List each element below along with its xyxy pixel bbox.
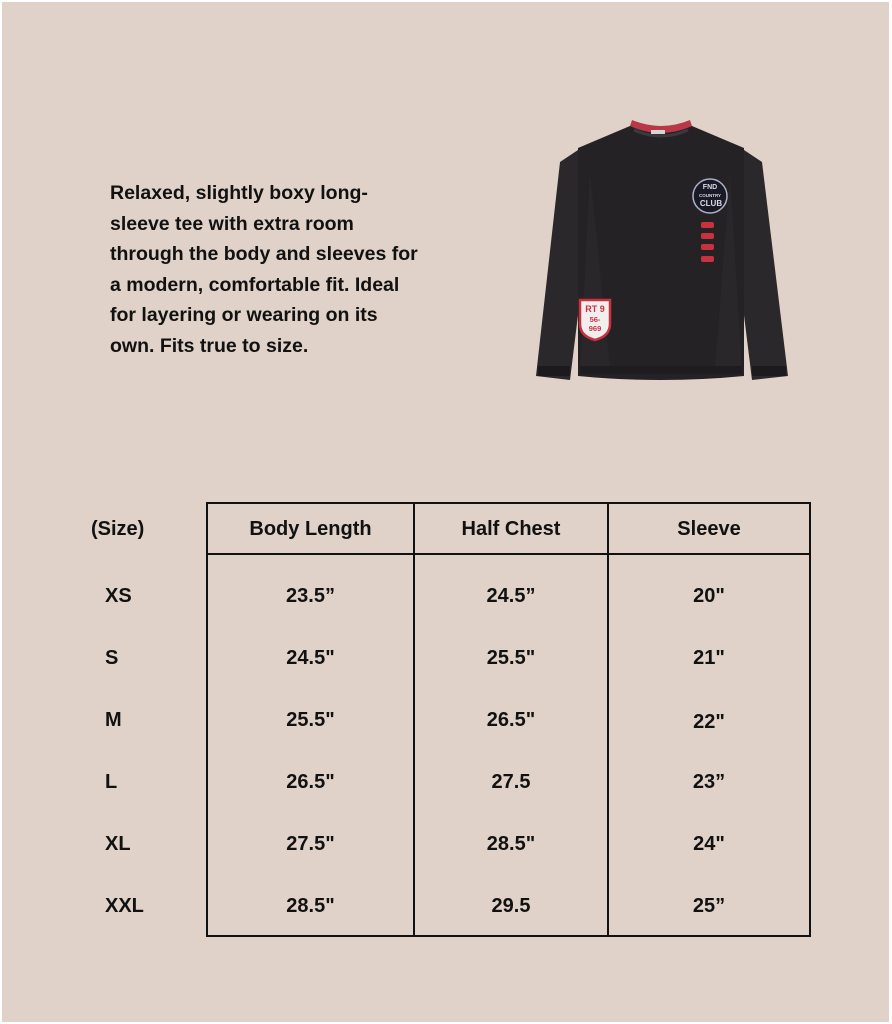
badge-line-1: FND [702, 184, 718, 191]
patch-line-2: 56- [589, 315, 601, 324]
cell-half-chest: 28.5" [486, 833, 536, 855]
size-label-l: L [105, 771, 118, 793]
patch-line-3: 969 [588, 324, 602, 333]
cell-sleeve: 22" [693, 711, 725, 733]
size-label-xxl: XXL [105, 895, 144, 917]
cell-body-length: 27.5" [286, 833, 335, 855]
shield-patch [580, 300, 610, 340]
cell-sleeve: 24" [693, 833, 725, 855]
size-column-header: (Size) [91, 518, 145, 540]
cell-body-length: 26.5" [286, 771, 335, 793]
cell-body-length: 23.5” [286, 585, 335, 607]
long-sleeve-tee-icon [530, 114, 792, 386]
cell-body-length: 28.5" [286, 895, 335, 917]
cell-body-length: 24.5" [286, 647, 335, 669]
size-guide-page [2, 2, 889, 1022]
size-label-s: S [105, 647, 119, 669]
cell-half-chest: 26.5" [486, 709, 536, 731]
product-description: Relaxed, slightly boxy long- sleeve tee with extra room through the body and sleeves for a modern, comfortable fit. Ideal for layering or wearing on its own. Fits true to size. [110, 182, 418, 357]
cell-body-length: 25.5" [286, 709, 335, 731]
cell-sleeve: 23” [692, 771, 726, 793]
cell-sleeve: 20" [693, 585, 725, 607]
size-label-xs: XS [105, 585, 132, 607]
badge-line-2: COUNTRY [698, 193, 722, 198]
club-badge [693, 179, 727, 213]
cell-sleeve: 21" [693, 647, 725, 669]
cell-half-chest: 24.5” [486, 585, 536, 607]
badge-line-3: CLUB [699, 199, 723, 208]
size-label-xl: XL [105, 833, 131, 855]
header-sleeve: Sleeve [677, 518, 741, 540]
header-half-chest: Half Chest [461, 518, 561, 540]
size-chart-table [206, 502, 811, 937]
cell-sleeve: 25” [692, 895, 726, 917]
table-header-divider [208, 553, 809, 555]
cell-half-chest: 25.5" [486, 647, 536, 669]
patch-line-1: RT 9 [585, 304, 605, 314]
header-body-length: Body Length [249, 518, 372, 540]
product-image [530, 114, 792, 386]
cell-half-chest: 27.5 [491, 771, 531, 793]
cell-half-chest: 29.5 [491, 895, 531, 917]
size-label-m: M [105, 709, 122, 731]
